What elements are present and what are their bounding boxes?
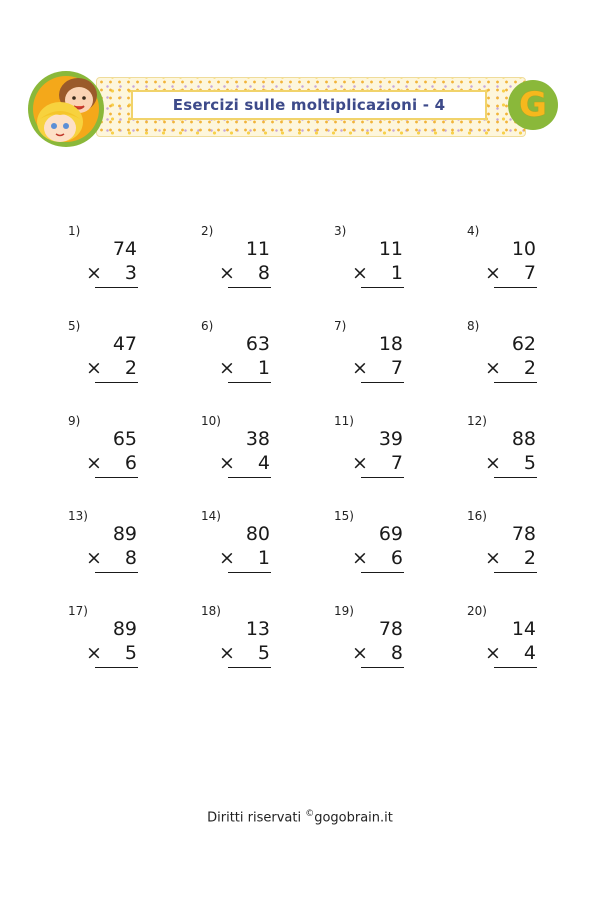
answer-line	[494, 477, 537, 478]
copyright-footer	[0, 809, 600, 825]
exercise-number: 12)	[467, 414, 487, 428]
multiplicand: 47	[112, 333, 137, 355]
exercise-number: 18)	[201, 604, 221, 618]
exercises-grid	[68, 222, 548, 697]
gogobrain-logo	[508, 80, 558, 130]
times-icon: ×	[352, 452, 368, 474]
answer-line	[494, 287, 537, 288]
exercise-9	[68, 412, 201, 507]
times-icon: ×	[352, 547, 368, 569]
multiplicand: 63	[245, 333, 270, 355]
multiplicand: 62	[511, 333, 536, 355]
exercise-14	[201, 507, 334, 602]
exercise-6	[201, 317, 334, 412]
answer-line	[494, 667, 537, 668]
exercise-3	[334, 222, 467, 317]
exercise-number: 14)	[201, 509, 221, 523]
multiplier: 2	[523, 547, 536, 569]
times-icon: ×	[485, 262, 501, 284]
multiplier: 5	[257, 642, 270, 664]
answer-line	[361, 382, 404, 383]
answer-line	[228, 477, 271, 478]
times-icon: ×	[86, 642, 102, 664]
multiplier: 1	[390, 262, 403, 284]
answer-line	[228, 667, 271, 668]
exercise-19	[334, 602, 467, 697]
multiplier: 8	[124, 547, 137, 569]
answer-line	[95, 477, 138, 478]
times-icon: ×	[485, 357, 501, 379]
exercise-number: 13)	[68, 509, 88, 523]
multiplier: 4	[257, 452, 270, 474]
exercise-number: 3)	[334, 224, 347, 238]
exercise-16	[467, 507, 600, 602]
exercise-12	[467, 412, 600, 507]
exercise-number: 15)	[334, 509, 354, 523]
times-icon: ×	[86, 452, 102, 474]
exercise-11	[334, 412, 467, 507]
times-icon: ×	[86, 547, 102, 569]
exercise-15	[334, 507, 467, 602]
title-box	[131, 90, 487, 120]
exercise-8	[467, 317, 600, 412]
times-icon: ×	[352, 642, 368, 664]
logo-letter: G	[519, 85, 547, 125]
multiplicand: 11	[378, 238, 403, 260]
answer-line	[95, 287, 138, 288]
answer-line	[95, 667, 138, 668]
multiplicand: 74	[112, 238, 137, 260]
answer-line	[228, 572, 271, 573]
exercise-number: 10)	[201, 414, 221, 428]
multiplier: 6	[124, 452, 137, 474]
multiplicand: 39	[378, 428, 403, 450]
exercise-1	[68, 222, 201, 317]
exercise-20	[467, 602, 600, 697]
times-icon: ×	[219, 642, 235, 664]
exercise-2	[201, 222, 334, 317]
multiplier: 6	[390, 547, 403, 569]
multiplicand: 69	[378, 523, 403, 545]
exercise-number: 1)	[68, 224, 81, 238]
answer-line	[361, 477, 404, 478]
multiplicand: 89	[112, 618, 137, 640]
times-icon: ×	[219, 452, 235, 474]
multiplier: 7	[390, 357, 403, 379]
times-icon: ×	[485, 452, 501, 474]
multiplicand: 88	[511, 428, 536, 450]
times-icon: ×	[86, 262, 102, 284]
times-icon: ×	[485, 642, 501, 664]
exercise-number: 16)	[467, 509, 487, 523]
exercise-number: 9)	[68, 414, 81, 428]
multiplicand: 38	[245, 428, 270, 450]
exercise-number: 20)	[467, 604, 487, 618]
multiplicand: 65	[112, 428, 137, 450]
exercise-number: 11)	[334, 414, 354, 428]
multiplier: 3	[124, 262, 137, 284]
multiplier: 5	[124, 642, 137, 664]
header-banner	[96, 77, 526, 137]
multiplicand: 18	[378, 333, 403, 355]
times-icon: ×	[219, 357, 235, 379]
exercise-number: 5)	[68, 319, 81, 333]
exercise-17	[68, 602, 201, 697]
exercise-5	[68, 317, 201, 412]
multiplicand: 13	[245, 618, 270, 640]
answer-line	[361, 572, 404, 573]
multiplicand: 78	[511, 523, 536, 545]
exercise-number: 4)	[467, 224, 480, 238]
multiplier: 7	[523, 262, 536, 284]
multiplicand: 89	[112, 523, 137, 545]
answer-line	[494, 382, 537, 383]
multiplier: 1	[257, 547, 270, 569]
times-icon: ×	[352, 357, 368, 379]
multiplicand: 11	[245, 238, 270, 260]
exercise-number: 7)	[334, 319, 347, 333]
answer-line	[95, 382, 138, 383]
multiplier: 4	[523, 642, 536, 664]
exercise-4	[467, 222, 600, 317]
exercise-number: 19)	[334, 604, 354, 618]
answer-line	[361, 287, 404, 288]
times-icon: ×	[86, 357, 102, 379]
times-icon: ×	[219, 262, 235, 284]
answer-line	[95, 572, 138, 573]
page-title: Esercizi sulle moltiplicazioni - 4	[172, 96, 446, 114]
multiplicand: 80	[245, 523, 270, 545]
multiplier: 2	[124, 357, 137, 379]
exercise-18	[201, 602, 334, 697]
multiplier: 5	[523, 452, 536, 474]
multiplier: 8	[390, 642, 403, 664]
exercise-number: 8)	[467, 319, 480, 333]
kids-mascot-icon	[26, 67, 110, 151]
footer-text: Diritti riservati	[207, 810, 306, 826]
exercise-number: 2)	[201, 224, 214, 238]
multiplicand: 10	[511, 238, 536, 260]
exercise-7	[334, 317, 467, 412]
exercise-13	[68, 507, 201, 602]
multiplier: 8	[257, 262, 270, 284]
multiplier: 1	[257, 357, 270, 379]
times-icon: ×	[485, 547, 501, 569]
exercise-10	[201, 412, 334, 507]
copyright-icon: ©	[305, 809, 315, 819]
multiplier: 7	[390, 452, 403, 474]
answer-line	[361, 667, 404, 668]
times-icon: ×	[219, 547, 235, 569]
answer-line	[228, 287, 271, 288]
footer-site: gogobrain.it	[314, 810, 393, 826]
times-icon: ×	[352, 262, 368, 284]
multiplicand: 78	[378, 618, 403, 640]
multiplicand: 14	[511, 618, 536, 640]
exercise-number: 17)	[68, 604, 88, 618]
answer-line	[228, 382, 271, 383]
multiplier: 2	[523, 357, 536, 379]
answer-line	[494, 572, 537, 573]
exercise-number: 6)	[201, 319, 214, 333]
